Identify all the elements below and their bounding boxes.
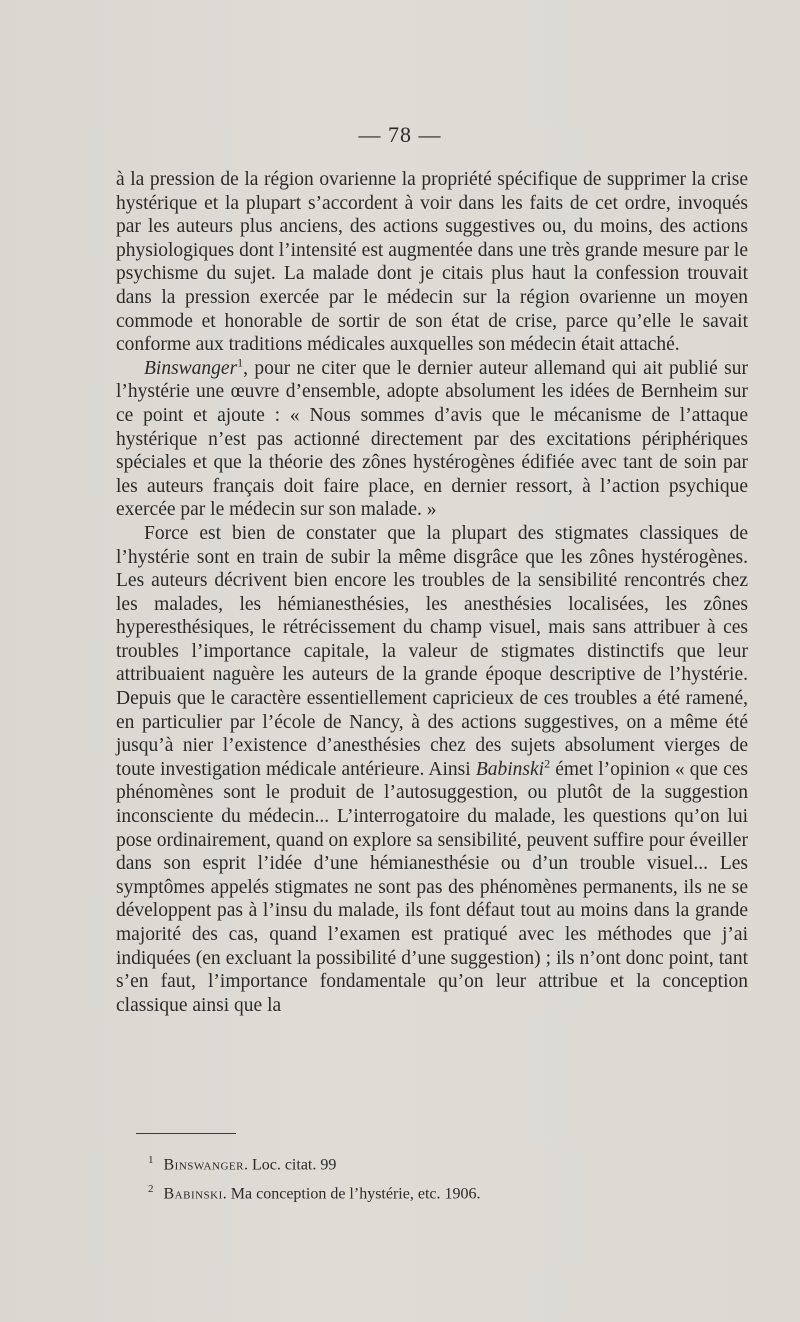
- footnote-1-number: 1: [148, 1154, 154, 1166]
- paragraph-3-text-b: émet l’opinion « que ces phénomènes sont le produit de l’autosuggestion, ou plutôt de la suggestion inconsciente du médecin... L’interrogatoire du malade, les questions qu’on lui pose ordinairement, quand on explore sa sensibilité, peuvent suffire pour éveiller dans son esprit l’idée d’une hémianesthésie ou d’un trouble visuel... Les symptômes appelés stigmates ne sont pas des phénomènes permanents, ils ne se développent pas à l’insu du malade, ils font défaut tout au moins dans la grande majorité des cas, quand l’examen est pratiqué avec les méthodes que j’ai indiquées (en excluant la possibilité d’une suggestion) ; ils n’ont donc point, tant s’en faut, l’importance fondamentale qu’on leur attribue et la conception classique ainsi que la: [116, 758, 748, 1016]
- footnote-1-author: Binswanger: [163, 1156, 244, 1174]
- paragraph-1-text: à la pression de la région ovarienne la propriété spécifique de supprimer la crise hystérique et la plupart s’accordent à voir dans les faits de cet ordre, invoqués par les auteurs plus anciens, des actions suggestives ou, du moins, des actions physiologiques dont l’intensité est augmentée dans une très grande mesure par le psychisme du sujet. La malade dont je citais plus haut la confession trouvait dans la pression exercée par le médecin sur la région ovarienne un moyen commode et honorable de sortir de son état de crise, parce qu’elle le savait conforme aux traditions médicales auxquelles son médecin était attaché.: [116, 169, 748, 356]
- paragraph-3-text-a: Force est bien de constater que la plupart des stigmates classiques de l’hystérie sont en train de subir la même disgrâce que les zônes hystérogènes. Les auteurs décrivent bien encore les troubles de la sensibilité rencontrés chez les malades, les hémianesthésies, les anesthésies localisées, les zônes hyperesthésiques, le rétrécissement du champ visuel, mais sans attribuer à ces troubles l’importance capitale, la valeur de stigmates distinctifs que leur attribuaient naguère les auteurs de la grande époque descriptive de l’hystérie. Depuis que le caractère essentiellement capricieux de ces troubles a été ramené, en particulier par l’école de Nancy, à des actions suggestives, on a même été jusqu’à nier l’existence d’anesthésies chez des sujets absolument vierges de toute investigation médicale antérieure. Ainsi: [116, 522, 748, 780]
- paragraph-3: [116, 522, 748, 1017]
- footnote-2-text: . Ma conception de l’hystérie, etc. 1906.: [222, 1185, 481, 1203]
- footnote-2: [148, 1177, 728, 1206]
- paragraph-2: [116, 357, 748, 522]
- footnote-1-text: . Loc. citat. 99: [243, 1156, 337, 1174]
- paragraph-1: [116, 168, 748, 357]
- body-text: [116, 168, 748, 1017]
- footnote-1: [148, 1148, 728, 1177]
- page-number: — 78 —: [358, 122, 442, 147]
- footnote-2-author: Babinski: [163, 1185, 223, 1203]
- footnote-ref-1: 1: [237, 355, 244, 370]
- footnotes: [148, 1148, 728, 1207]
- footnote-ref-2: 2: [544, 756, 551, 771]
- footnote-divider: [136, 1133, 236, 1134]
- author-binswanger: Binswanger: [144, 357, 238, 379]
- author-babinski: Babinski: [475, 758, 545, 780]
- footnote-2-number: 2: [148, 1183, 154, 1196]
- paragraph-2-text: , pour ne citer que le dernier auteur allemand qui ait publié sur l’hystérie une œuvre d’ensemble, adopte absolument les idées de Bernheim sur ce point et ajoute : « Nous sommes d’avis que le mécanisme de l’attaque hystérique n’est pas actionné directement par des excitations périphériques spéciales et que la théorie des zônes hystérogènes édifiée avec tant de soin par les auteurs français doit faire place, en dernier ressort, à l’action psychique exercée par le médecin sur son malade. »: [116, 357, 748, 521]
